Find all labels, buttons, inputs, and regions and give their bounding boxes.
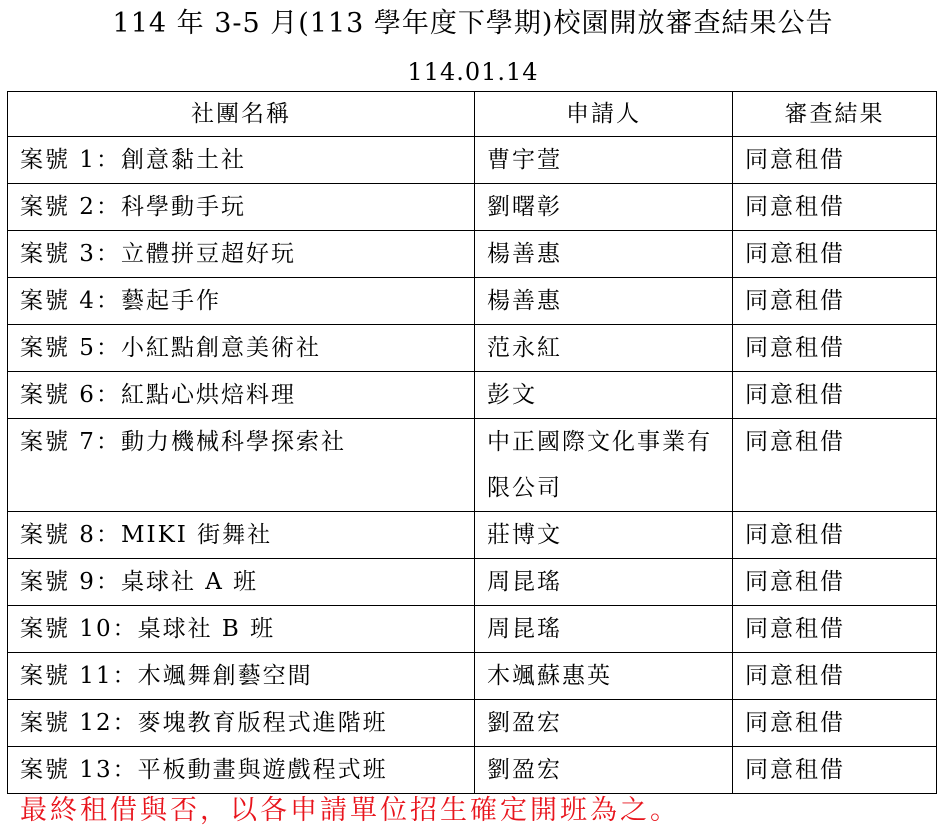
club-name-cell: 案號 1：創意黏土社 (8, 137, 475, 184)
result-cell: 同意租借 (733, 747, 937, 794)
applicant-cell: 曹宇萱 (475, 137, 733, 184)
table-row (8, 372, 937, 419)
result-cell: 同意租借 (733, 137, 937, 184)
result-cell: 同意租借 (733, 419, 937, 512)
club-name-cell: 案號 4：藝起手作 (8, 278, 475, 325)
club-name-cell: 案號 12：麥塊教育版程式進階班 (8, 700, 475, 747)
club-name-cell: 案號 11：木颯舞創藝空間 (8, 653, 475, 700)
club-name-cell: 案號 5：小紅點創意美術社 (8, 325, 475, 372)
table-row (8, 419, 937, 512)
result-cell: 同意租借 (733, 700, 937, 747)
applicant-cell: 范永紅 (475, 325, 733, 372)
applicant-cell: 周昆瑤 (475, 606, 733, 653)
table-row (8, 653, 937, 700)
header-club-name: 社團名稱 (8, 92, 475, 137)
table-row (8, 700, 937, 747)
applicant-cell: 楊善惠 (475, 231, 733, 278)
applicant-cell: 周昆瑤 (475, 559, 733, 606)
club-name-cell: 案號 7：動力機械科學探索社 (8, 419, 475, 512)
applicant-cell: 彭文 (475, 372, 733, 419)
table-row (8, 231, 937, 278)
club-name-cell: 案號 6：紅點心烘焙料理 (8, 372, 475, 419)
result-cell: 同意租借 (733, 653, 937, 700)
applicant-cell: 楊善惠 (475, 278, 733, 325)
club-name-cell: 案號 2：科學動手玩 (8, 184, 475, 231)
result-cell: 同意租借 (733, 372, 937, 419)
applicant-cell: 中正國際文化事業有限公司 (475, 419, 733, 512)
applicant-cell: 劉盈宏 (475, 700, 733, 747)
result-cell: 同意租借 (733, 184, 937, 231)
result-cell: 同意租借 (733, 606, 937, 653)
club-name-cell: 案號 8：MIKI 街舞社 (8, 512, 475, 559)
document-title: 114 年 3-5 月(113 學年度下學期)校園開放審查結果公告 (112, 8, 834, 39)
club-name-cell: 案號 3：立體拼豆超好玩 (8, 231, 475, 278)
table-row (8, 325, 937, 372)
applicant-cell: 劉盈宏 (475, 747, 733, 794)
club-name-cell: 案號 13：平板動畫與遊戲程式班 (8, 747, 475, 794)
table-row (8, 747, 937, 794)
result-cell: 同意租借 (733, 559, 937, 606)
final-rental-note: 最終租借與否，以各申請單位招生確定開班為之。 (20, 795, 680, 826)
table-header-row (8, 92, 937, 137)
result-cell: 同意租借 (733, 325, 937, 372)
result-cell: 同意租借 (733, 231, 937, 278)
applicant-cell: 劉曙彰 (475, 184, 733, 231)
table-row (8, 512, 937, 559)
header-applicant: 申請人 (475, 92, 733, 137)
table-row (8, 278, 937, 325)
result-cell: 同意租借 (733, 512, 937, 559)
table-row (8, 606, 937, 653)
table-row (8, 184, 937, 231)
result-cell: 同意租借 (733, 278, 937, 325)
club-name-cell: 案號 9：桌球社 A 班 (8, 559, 475, 606)
applicant-cell: 木颯蘇惠英 (475, 653, 733, 700)
document-date: 114.01.14 (407, 58, 539, 86)
review-results-table (7, 91, 937, 794)
table-row (8, 137, 937, 184)
header-review-result: 審查結果 (733, 92, 937, 137)
table-row (8, 559, 937, 606)
club-name-cell: 案號 10：桌球社 B 班 (8, 606, 475, 653)
applicant-cell: 莊博文 (475, 512, 733, 559)
